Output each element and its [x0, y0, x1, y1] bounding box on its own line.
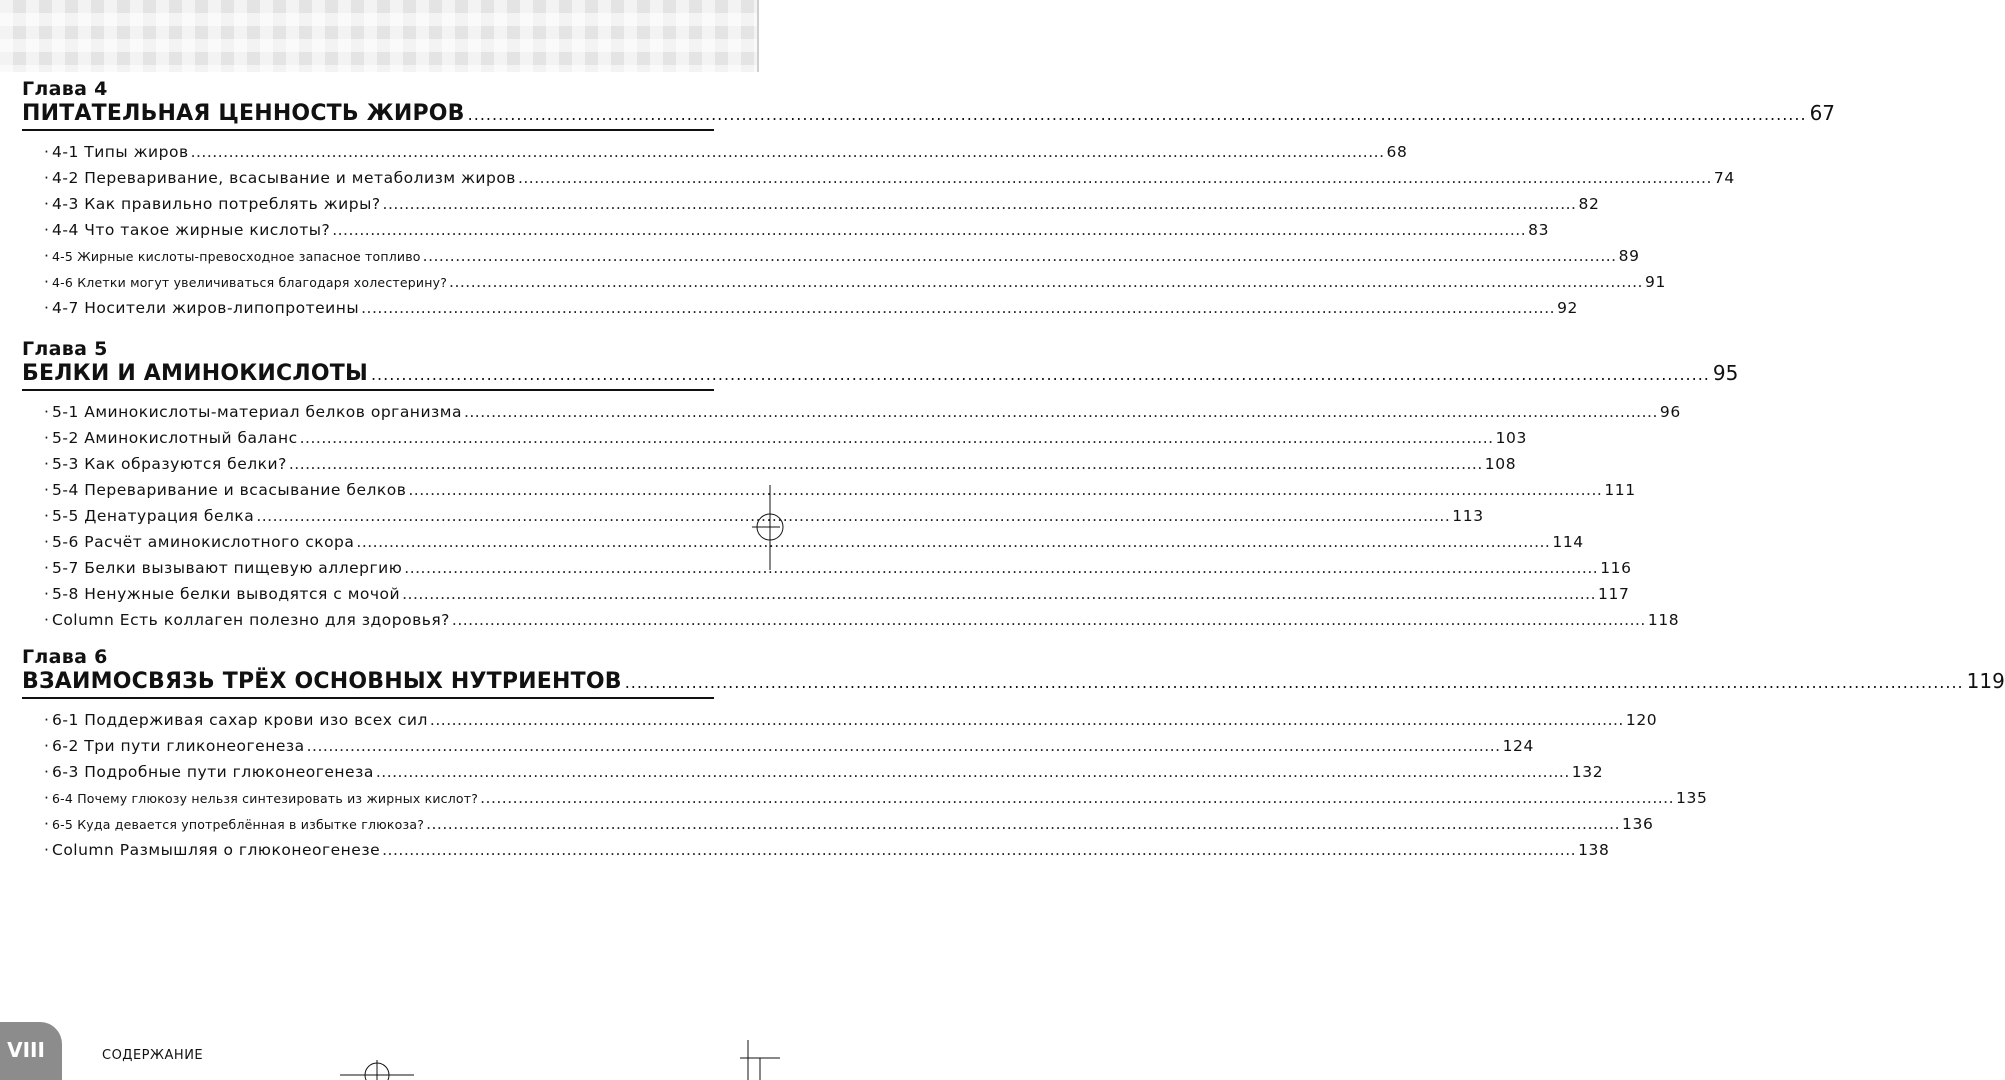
entry-title: 4-5 Жирные кислоты-превосходное запасное топливо [52, 249, 421, 264]
toc-entry[interactable] [44, 477, 1636, 503]
toc-entry[interactable] [44, 607, 1680, 633]
bullet-icon: · [44, 763, 49, 781]
toc-entry[interactable] [44, 165, 1735, 191]
toc-entry[interactable] [44, 581, 1630, 607]
dot-leader: ............................................................................................................................................................................................................................ [190, 143, 1385, 161]
entry-page-number: 114 [1552, 533, 1584, 551]
toc-entry[interactable] [44, 269, 1666, 295]
toc-entry[interactable] [44, 139, 1408, 165]
toc-entry[interactable] [44, 399, 1681, 425]
chapter-5 [22, 338, 1739, 633]
toc-entry[interactable] [44, 707, 1658, 733]
toc-entry[interactable] [44, 759, 1604, 785]
entry-title: 4-7 Носители жиров-липопротеины [52, 299, 360, 317]
entry-page-number: 135 [1676, 789, 1708, 807]
entry-title: 5-2 Аминокислотный баланс [52, 429, 298, 447]
toc-entry[interactable] [44, 503, 1484, 529]
dot-leader: ............................................................................................................................................................................................................................ [382, 195, 1577, 213]
entry-page-number: 74 [1713, 169, 1735, 187]
entry-title: 5-6 Расчёт аминокислотного скора [52, 533, 355, 551]
bullet-icon: · [44, 143, 49, 161]
dot-leader: ............................................................................................................................................................................................................................ [422, 247, 1617, 265]
dot-leader: ............................................................................................................................................................................................................................ [480, 789, 1675, 807]
entry-title: 5-7 Белки вызывают пищевую аллергию [52, 559, 403, 577]
dot-leader: ............................................................................................................................................................................................................................ [429, 711, 1624, 729]
bullet-icon: · [44, 711, 49, 729]
chapter-item-list [22, 139, 1735, 321]
entry-title: 5-4 Переваривание и всасывание белков [52, 481, 407, 499]
chapter-title: ВЗАИМОСВЯЗЬ ТРЁХ ОСНОВНЫХ НУТРИЕНТОВ [22, 669, 622, 694]
dot-leader: ............................................................................................................................................................................................................................ [288, 455, 1483, 473]
entry-page-number: 124 [1502, 737, 1534, 755]
chapter-label: Глава 5 [22, 338, 108, 360]
entry-title: 5-1 Аминокислоты-материал белков организма [52, 403, 462, 421]
dot-leader: ............................................................................................................................................................................................................................ [402, 585, 1597, 603]
entry-page-number: 91 [1644, 273, 1666, 291]
dot-leader: ............................................................................................................................................................................................................................ [356, 533, 1551, 551]
dot-leader: ............................................................................................................................................................................................................................ [256, 507, 1451, 525]
chapter-title: БЕЛКИ И АМИНОКИСЛОТЫ [22, 361, 368, 386]
dot-leader: ............................................................................................................................................................................................................................ [332, 221, 1527, 239]
dot-leader: ............................................................................................................................................................................................................................ [624, 673, 1964, 692]
bullet-icon: · [44, 403, 49, 421]
entry-title: 6-2 Три пути гликонеогенеза [52, 737, 305, 755]
bullet-icon: · [44, 221, 49, 239]
chapter-rule [22, 697, 714, 699]
entry-page-number: 92 [1557, 299, 1578, 317]
entry-page-number: 138 [1578, 841, 1610, 859]
chapter-title-row[interactable] [22, 100, 1836, 126]
dot-leader: ............................................................................................................................................................................................................................ [375, 763, 1570, 781]
chapter-title: ПИТАТЕЛЬНАЯ ЦЕННОСТЬ ЖИРОВ [22, 101, 465, 126]
entry-page-number: 103 [1495, 429, 1527, 447]
dot-leader: ............................................................................................................................................................................................................................ [382, 841, 1577, 859]
section-title: СОДЕРЖАНИЕ [102, 1048, 204, 1063]
bullet-icon: · [44, 247, 49, 265]
toc-entry[interactable] [44, 785, 1708, 811]
entry-page-number: 82 [1578, 195, 1600, 213]
chapter-page-number: 95 [1712, 361, 1739, 385]
entry-title: Column Размышляя о глюконеогенезе [52, 841, 381, 859]
entry-title: 6-5 Куда девается употреблённая в избытке глюкоза? [52, 817, 425, 832]
entry-page-number: 68 [1386, 143, 1408, 161]
toc-entry[interactable] [44, 425, 1527, 451]
bullet-icon: · [44, 507, 49, 525]
bullet-icon: · [44, 455, 49, 473]
chapter-4 [22, 78, 1836, 321]
bullet-icon: · [44, 841, 49, 859]
entry-title: 6-4 Почему глюкозу нельзя синтезировать из жирных кислот? [52, 791, 479, 806]
entry-page-number: 136 [1622, 815, 1654, 833]
entry-page-number: 83 [1528, 221, 1550, 239]
entry-title: 5-3 Как образуются белки? [52, 455, 287, 473]
page-number: VIII [7, 1038, 45, 1062]
bullet-icon: · [44, 559, 49, 577]
entry-title: 5-8 Ненужные белки выводятся с мочой [52, 585, 401, 603]
toc-entry[interactable] [44, 451, 1517, 477]
dot-leader: ............................................................................................................................................................................................................................ [370, 365, 1710, 384]
entry-page-number: 118 [1647, 611, 1680, 629]
toc-entry[interactable] [44, 555, 1632, 581]
entry-title: 6-1 Поддерживая сахар крови изо всех сил [52, 711, 428, 729]
chapter-page-number: 119 [1966, 669, 2005, 693]
bullet-icon: · [44, 585, 49, 603]
chapter-label: Глава 4 [22, 78, 108, 100]
entry-title: 4-2 Переваривание, всасывание и метаболизм жиров [52, 169, 516, 187]
entry-title: 5-5 Денатурация белка [52, 507, 255, 525]
chapter-item-list [22, 399, 1681, 633]
entry-page-number: 116 [1600, 559, 1632, 577]
bullet-icon: · [44, 195, 49, 213]
chapter-6 [22, 646, 2005, 863]
chapter-title-row[interactable] [22, 360, 1739, 386]
bullet-icon: · [44, 299, 49, 317]
entry-title: 4-1 Типы жиров [52, 143, 189, 161]
dot-leader: ............................................................................................................................................................................................................................ [306, 737, 1501, 755]
entry-title: 4-3 Как правильно потреблять жиры? [52, 195, 381, 213]
toc-entry[interactable] [44, 529, 1584, 555]
toc-entry[interactable] [44, 295, 1578, 321]
bullet-icon: · [44, 611, 49, 629]
toc-entry[interactable] [44, 217, 1550, 243]
entry-page-number: 117 [1598, 585, 1630, 603]
dot-leader: ............................................................................................................................................................................................................................ [517, 169, 1712, 187]
entry-page-number: 120 [1625, 711, 1658, 729]
dot-leader: ............................................................................................................................................................................................................................ [361, 299, 1556, 317]
entry-page-number: 89 [1618, 247, 1640, 265]
chapter-item-list [22, 707, 1708, 863]
entry-page-number: 111 [1604, 481, 1636, 499]
dot-leader: ............................................................................................................................................................................................................................ [426, 815, 1621, 833]
chapter-label: Глава 6 [22, 646, 108, 668]
dot-leader: ............................................................................................................................................................................................................................ [467, 105, 1807, 124]
bullet-icon: · [44, 533, 49, 551]
chapter-page-number: 67 [1809, 101, 1836, 125]
dot-leader: ............................................................................................................................................................................................................................ [299, 429, 1494, 447]
entry-title: 4-6 Клетки могут увеличиваться благодаря холестерину? [52, 275, 448, 290]
dot-leader: ............................................................................................................................................................................................................................ [404, 559, 1599, 577]
chapter-title-row[interactable] [22, 668, 2005, 694]
dot-leader: ............................................................................................................................................................................................................................ [449, 273, 1643, 291]
bullet-icon: · [44, 273, 49, 291]
bullet-icon: · [44, 429, 49, 447]
chapter-rule [22, 129, 714, 131]
entry-page-number: 96 [1659, 403, 1681, 421]
dot-leader: ............................................................................................................................................................................................................................ [463, 403, 1658, 421]
bullet-icon: · [44, 481, 49, 499]
toc-entry[interactable] [44, 243, 1640, 269]
entry-page-number: 108 [1484, 455, 1517, 473]
toc-entry[interactable] [44, 811, 1654, 837]
entry-title: 6-3 Подробные пути глюконеогенеза [52, 763, 374, 781]
entry-page-number: 132 [1571, 763, 1604, 781]
entry-title: 4-4 Что такое жирные кислоты? [52, 221, 331, 239]
bullet-icon: · [44, 815, 49, 833]
bullet-icon: · [44, 789, 49, 807]
entry-page-number: 113 [1452, 507, 1484, 525]
dot-leader: ............................................................................................................................................................................................................................ [408, 481, 1603, 499]
entry-title: Column Есть коллаген полезно для здоровья? [52, 611, 450, 629]
toc-entry[interactable] [44, 191, 1600, 217]
toc-entry[interactable] [44, 733, 1534, 759]
chapter-rule [22, 389, 714, 391]
dot-leader: ............................................................................................................................................................................................................................ [451, 611, 1646, 629]
bullet-icon: · [44, 737, 49, 755]
toc-entry[interactable] [44, 837, 1610, 863]
bullet-icon: · [44, 169, 49, 187]
